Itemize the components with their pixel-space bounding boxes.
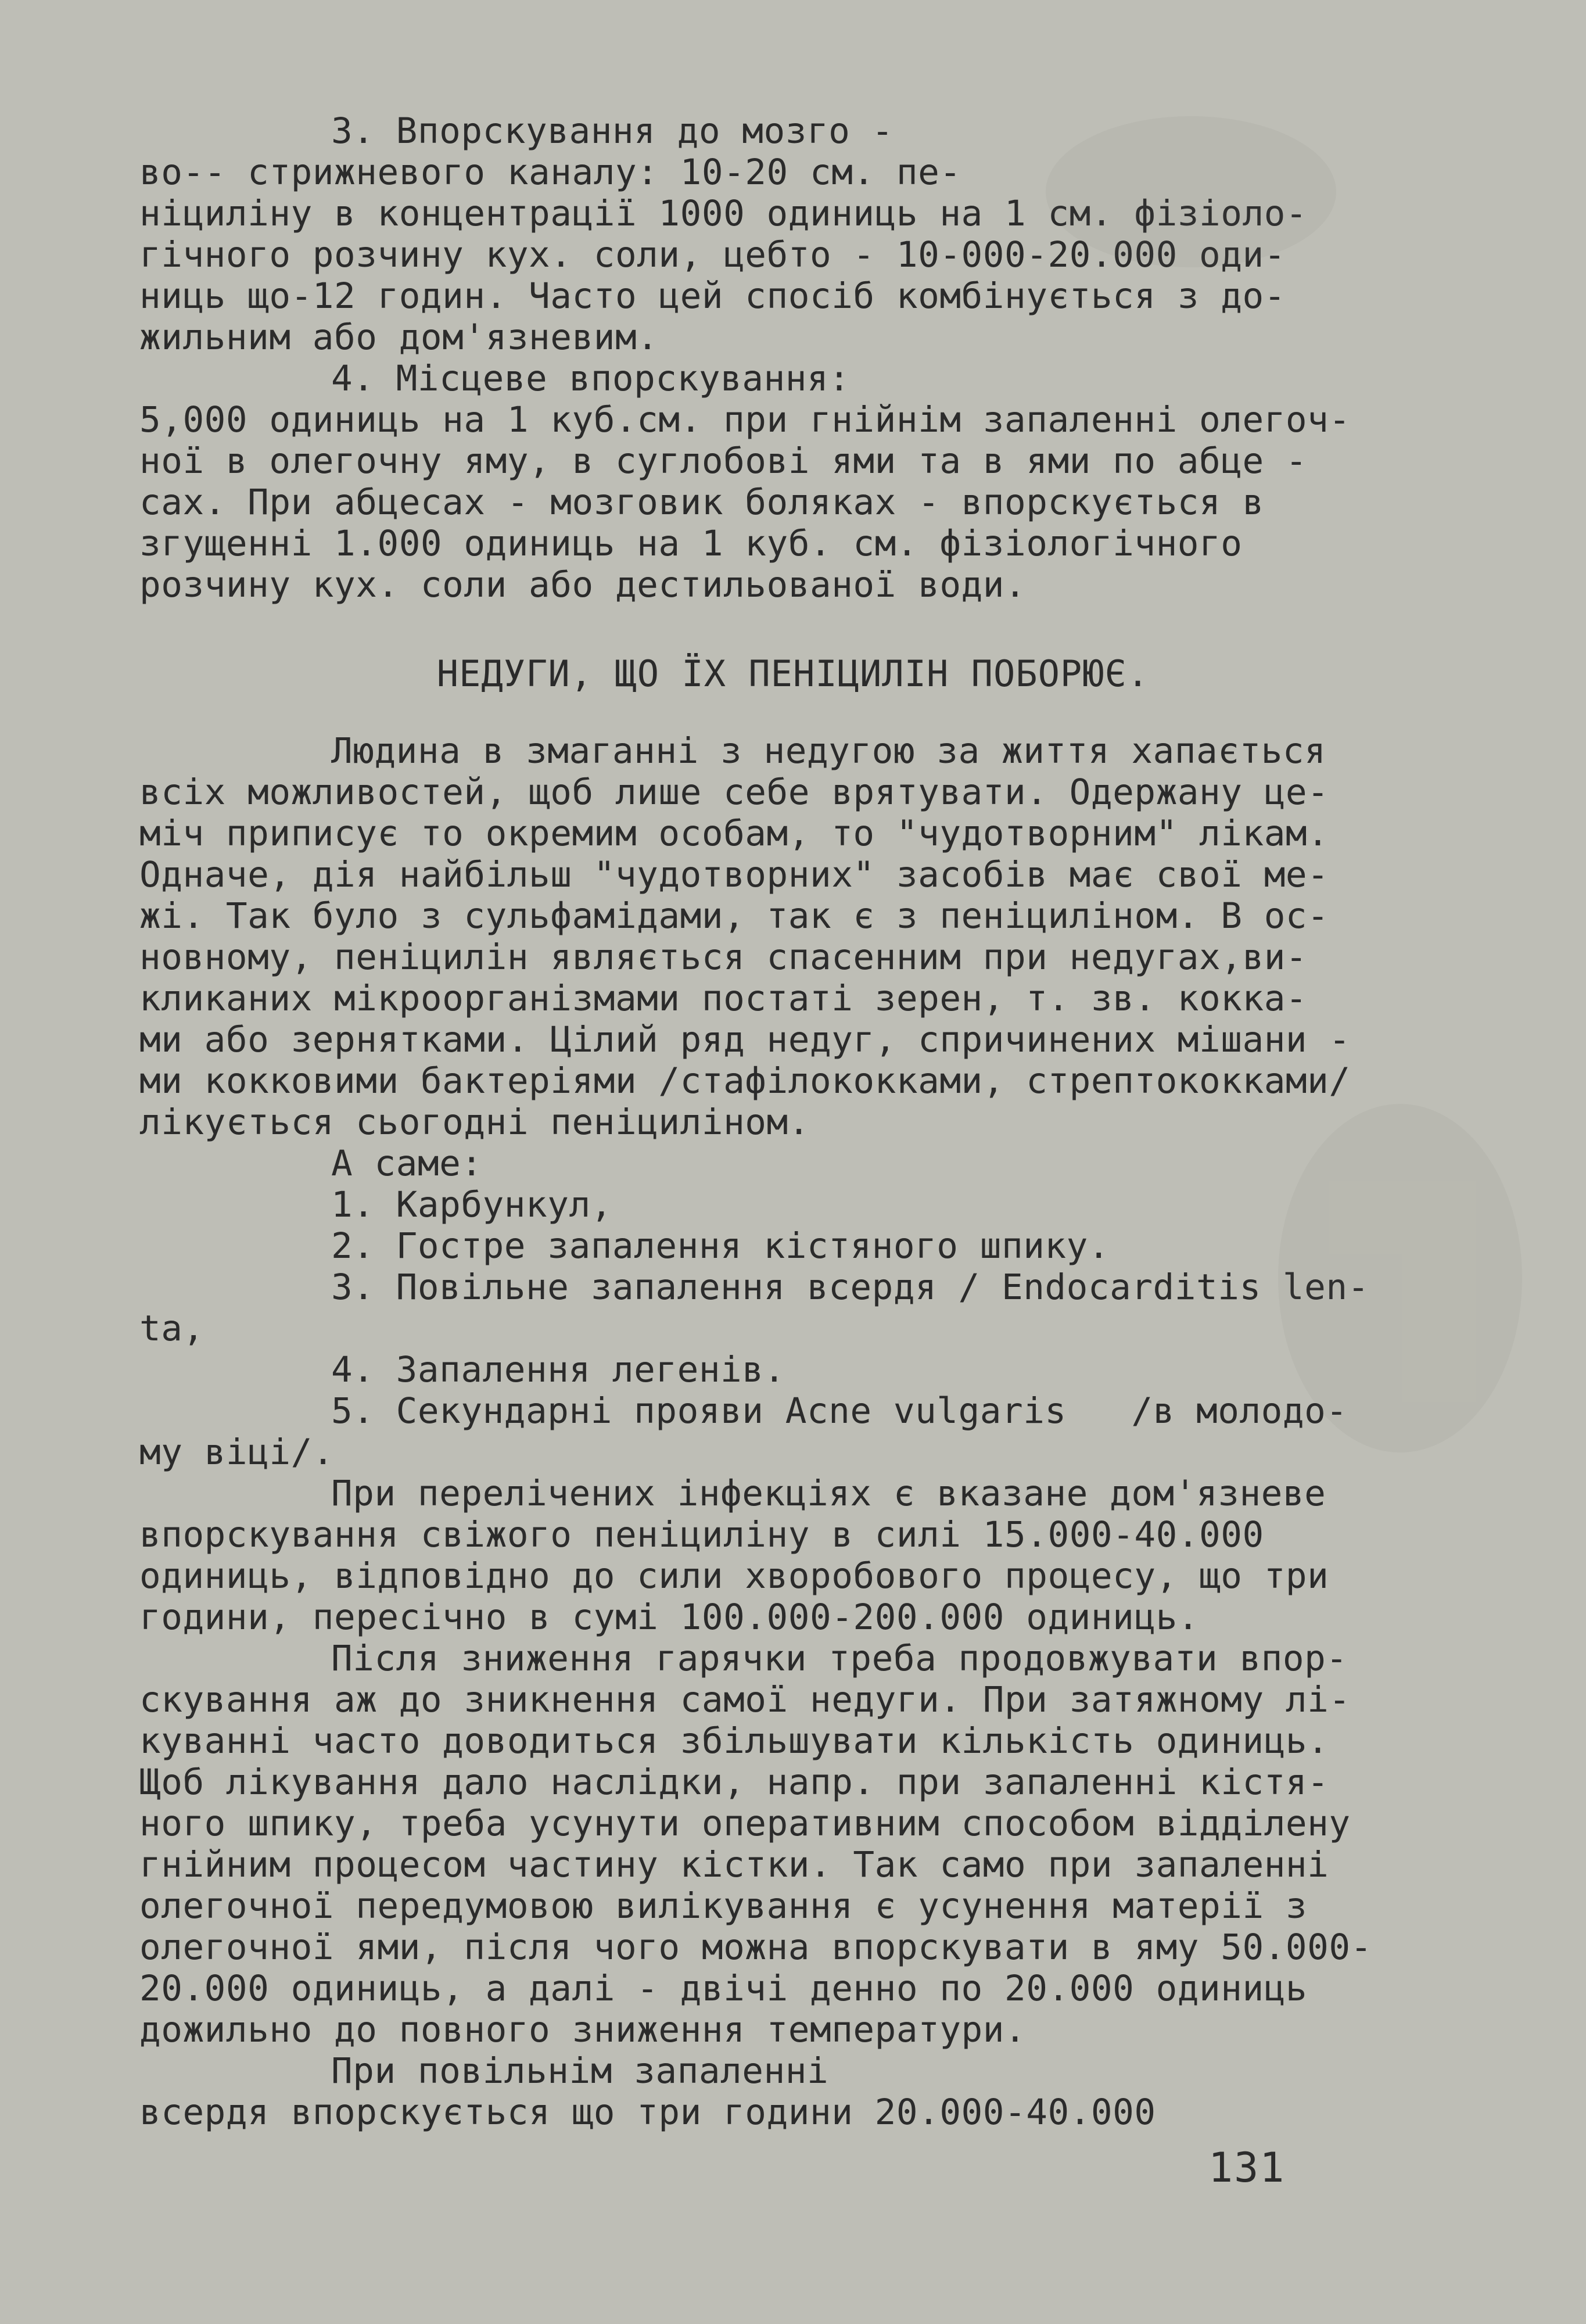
text-line: ного шпику, треба усунути оперативним способом відділену <box>139 1803 1351 1844</box>
text-line: всіх можливостей, щоб лише себе врятувати. Одержану це- <box>139 772 1329 813</box>
intro-paragraph <box>139 730 1499 1143</box>
section-heading: НЕДУГИ, ЩО ЇХ ПЕНІЦИЛІН ПОБОРЮЄ. <box>436 652 1150 695</box>
text-line: куванні часто доводиться збільшувати кількість одиниць. <box>139 1720 1329 1762</box>
list-item-continuation: ta, <box>139 1308 204 1349</box>
text-line: Щоб лікування дало наслідки, напр. при запаленні кістя- <box>139 1762 1329 1803</box>
list-item-continuation: му віці/. <box>139 1432 335 1473</box>
text-line: скування аж до зникнення самої недуги. При затяжному лі- <box>139 1679 1351 1720</box>
text-line: 3. Впорскування до мозго - <box>331 110 894 152</box>
paper-stain <box>1046 116 1336 267</box>
text-line: новному, пеніцилін являється спасенним при недугах,ви- <box>139 937 1308 978</box>
text-line: ми кокковими бактеріями /стафілококками, стрептококками/ <box>139 1060 1351 1102</box>
paragraph-4 <box>139 358 1499 605</box>
text-line: одиниць, відповідно до сили хворобового процесу, що три <box>139 1555 1329 1597</box>
text-line: впорскування свіжого пеніциліну в силі 15.000-40.000 <box>139 1514 1264 1555</box>
page-number: 131 <box>1208 2144 1286 2192</box>
text-line: олегочної передумовою вилікування є усунення матерії з <box>139 1885 1308 1927</box>
text-line: 5,000 одиниць на 1 куб.см. при гнійнім запаленні олегоч- <box>139 399 1351 440</box>
text-line: всердя впорскується що три години 20.000-40.000 <box>139 2092 1156 2133</box>
text-line: жильним або дом'язневим. <box>139 317 659 358</box>
list-intro: А саме: <box>331 1143 483 1184</box>
text-line: Після зниження гарячки треба продовжувати впор- <box>331 1638 1348 1679</box>
text-line: ми або зернятками. Цілий ряд недуг, спричинених мішани - <box>139 1019 1351 1060</box>
text-line: гнійним процесом частину кістки. Так само при запаленні <box>139 1844 1329 1885</box>
text-line: При перелічених інфекціях є вказане дом'язневе <box>331 1473 1326 1514</box>
text-line: сах. При абцесах - мозговик боляках - впорскується в <box>139 482 1264 523</box>
paper-stain <box>1278 1104 1522 1452</box>
text-line: лікується сьогодні пеніциліном. <box>139 1102 810 1143</box>
text-line: ніциліну в концентрації 1000 одиниць на 1 см. фізіоло- <box>139 193 1308 234</box>
text-line: ної в олегочну яму, в суглобові ями та в ями по абце - <box>139 440 1308 482</box>
text-line: во-- стрижневого каналу: 10-20 см. пе- <box>139 152 961 193</box>
text-line: міч приписує то окремим особам, то "чудотворним" лікам. <box>139 813 1329 854</box>
text-line: згущенні 1.000 одиниць на 1 куб. см. фізіологічного <box>139 523 1243 564</box>
text-line: дожильно до повного зниження температури. <box>139 2009 1027 2050</box>
text-line: ниць що-12 годин. Часто цей спосіб комбінується з до- <box>139 275 1286 317</box>
text-line: Людина в змаганні з недугою за життя хапається <box>331 730 1326 772</box>
list-item: 5. Секундарні прояви Acne vulgaris /в молодо- <box>331 1390 1348 1432</box>
text-line: жі. Так було з сульфамідами, так є з пеніциліном. В ос- <box>139 895 1329 937</box>
text-line: гічного розчину кух. соли, цебто - 10-000-20.000 оди- <box>139 234 1286 275</box>
text-line: години, пересічно в сумі 100.000-200.000 одиниць. <box>139 1597 1200 1638</box>
list-item: 3. Повільне запалення всердя / Endocarditis len- <box>331 1267 1369 1308</box>
text-line: кликаних мікроорганізмами постаті зерен, т. зв. кокка- <box>139 978 1308 1019</box>
endocarditis-paragraph <box>139 2050 1499 2133</box>
infections-paragraph <box>139 1473 1499 1638</box>
text-line: 4. Місцеве впорскування: <box>331 358 851 399</box>
list-item: 4. Запалення легенів. <box>331 1349 785 1390</box>
text-line: 20.000 одиниць, а далі - двічі денно по 20.000 одиниць <box>139 1968 1308 2009</box>
text-line: При повільнім запаленні <box>331 2050 829 2092</box>
text-line: олегочної ями, після чого можна впорскувати в яму 50.000- <box>139 1927 1372 1968</box>
fever-paragraph <box>139 1638 1499 2050</box>
list-item: 2. Гостре запалення кістяного шпику. <box>331 1225 1110 1267</box>
list-item: 1. Карбункул, <box>331 1184 612 1225</box>
text-line: Одначе, дія найбільш "чудотворних" засобів має свої ме- <box>139 854 1329 895</box>
text-line: розчину кух. соли або дестильованої води. <box>139 564 1027 605</box>
